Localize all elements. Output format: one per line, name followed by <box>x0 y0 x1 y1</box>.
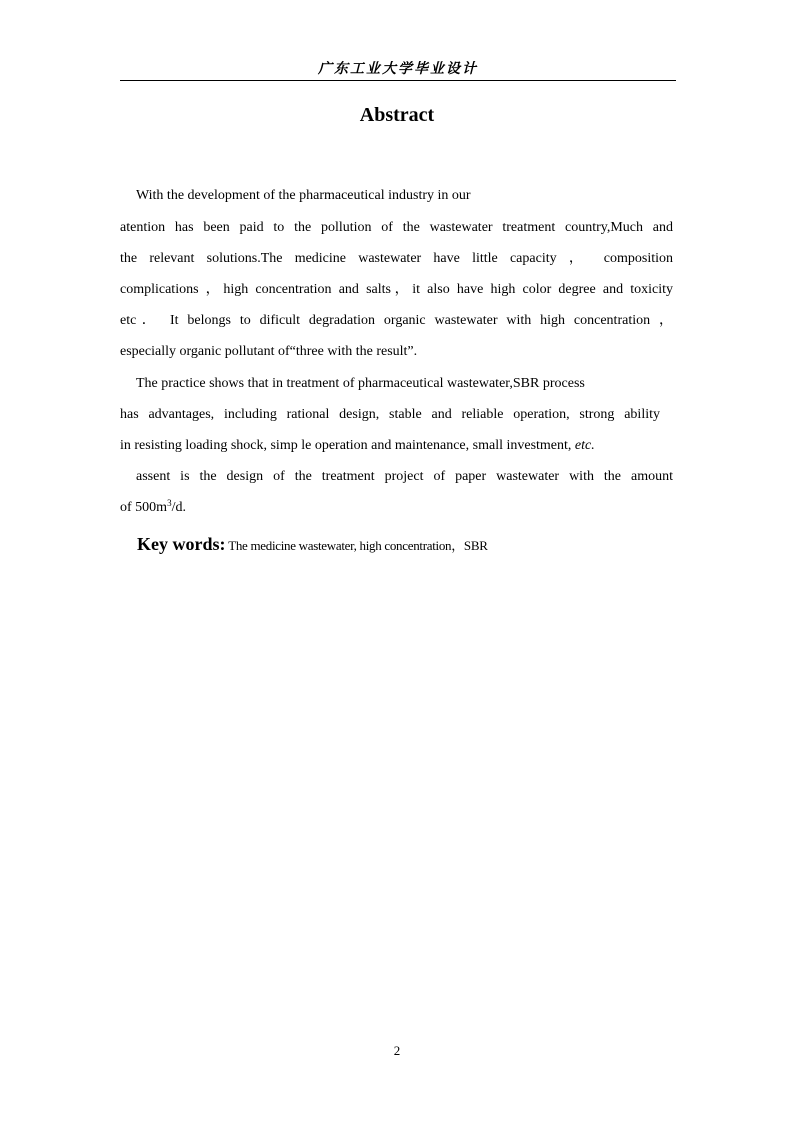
abstract-line-6: especially organic pollutant of“three with the result”. <box>120 344 418 359</box>
keywords-text: The medicine wastewater, high concentration，SBR <box>225 538 488 553</box>
abstract-line-4: complications ，high concentration and salts，it also have high color degree and toxicity <box>120 282 673 297</box>
abstract-line-7: The practice shows that in treatment of pharmaceutical wastewater,SBR process <box>136 376 585 391</box>
abstract-line-2: atention has been paid to the pollution of the wastewater treatment country,Much and <box>120 220 673 235</box>
page-header-title: 广东工业大学毕业设计 <box>318 61 478 77</box>
abstract-last-line <box>120 500 673 516</box>
capacity-superscript: 3 <box>167 498 172 508</box>
abstract-line-1: With the development of the pharmaceutical industry in our <box>136 188 471 203</box>
abstract-line-5: etc． It belongs to dificult degradation organic wastewater with high concentration ， <box>120 313 673 328</box>
keywords-line <box>137 534 488 555</box>
abstract-etc: etc. <box>574 438 595 453</box>
abstract-line-10: assent is the design of the treatment project of paper wastewater with the amount <box>136 469 673 484</box>
abstract-line-8: has advantages, including rational design, stable and reliable operation, strong ability <box>120 407 660 422</box>
abstract-line-3: the relevant solutions.The medicine wastewater have little capacity ， composition <box>120 251 673 266</box>
header-divider <box>120 80 676 81</box>
abstract-line-9-text: in resisting loading shock, simp le operation and maintenance, small investment, <box>120 438 572 453</box>
abstract-title: Abstract <box>359 104 435 126</box>
capacity-suffix: /d. <box>171 500 186 515</box>
keywords-label: Key words: <box>137 534 226 554</box>
capacity-prefix: of 500m <box>120 500 168 515</box>
abstract-line-9 <box>120 438 673 454</box>
page-number: 2 <box>393 1043 401 1058</box>
